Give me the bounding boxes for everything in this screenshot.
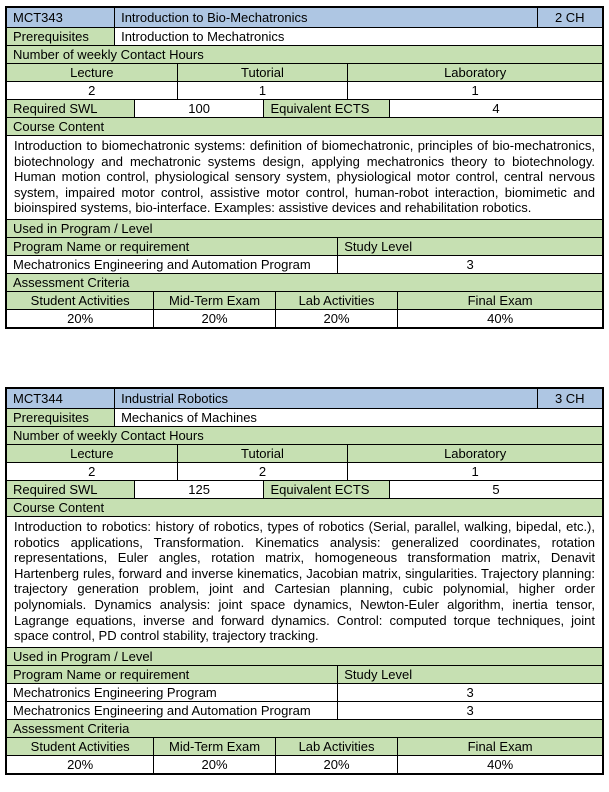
course-table-mct343 [5, 6, 604, 329]
assessment-header-final-exam: Final Exam [397, 738, 602, 755]
equivalent-ects-label: Equivalent ECTS [263, 100, 389, 117]
assessment-value-student-activities: 20% [67, 756, 94, 772]
study-level-header: Study Level [337, 666, 602, 683]
prerequisites-value: Introduction to Mechatronics [114, 28, 602, 45]
laboratory-hours: 1 [347, 82, 602, 99]
lecture-header: Lecture [7, 445, 177, 462]
assessment-value-student-activities: 20% [67, 310, 94, 326]
required-swl-label: Required SWL [7, 100, 134, 117]
program-name-header: Program Name or requirement [7, 666, 337, 683]
assessment-values-row [7, 309, 602, 327]
program-name: Mechatronics Engineering and Automation Program [13, 702, 311, 718]
study-level-value: 3 [337, 684, 602, 701]
required-swl-value: 125 [134, 481, 264, 498]
course-content-text: Introduction to robotics: history of robotics, types of robotics (Serial, parallel, walking, bipedal, etc.), robotics applications, Transformation. Kinematics analysis: generalized coordinates, rotation representations, Euler angles, rotation matrix, homogeneous transformation matrix, Denavit Hartenberg rules, forward and inverse kinematics, Jacobian matrix, singularities. Trajectory planning: trajectory generation problem, joint and Cartesian planning, cubic polynomial, higher order polynomials. Dynamics analysis: joint space dynamics, Newton-Euler algorithm, inertia tensor, Lagrange equations, inverse and forward dynamics. Control: computed torque techniques, joint space control, PD control stability, trajectory tracking. [14, 519, 595, 644]
used-in-program-label: Used in Program / Level [7, 648, 602, 665]
contact-hours-values-row [7, 462, 602, 480]
equivalent-ects-value: 4 [389, 100, 602, 117]
contact-hours-section-label: Number of weekly Contact Hours [7, 427, 602, 444]
tutorial-header: Tutorial [177, 64, 348, 81]
study-level-value: 3 [337, 256, 602, 273]
program-header-row [7, 237, 602, 255]
assessment-header-midterm-exam: Mid-Term Exam [153, 292, 274, 309]
assessment-header-row [7, 737, 602, 755]
course-content-section-label: Course Content [7, 499, 602, 516]
contact-hours-header-row [7, 444, 602, 462]
assessment-header-midterm-exam: Mid-Term Exam [153, 738, 274, 755]
contact-hours-section-label: Number of weekly Contact Hours [7, 46, 602, 63]
assessment-value-midterm-exam: 20% [153, 756, 274, 773]
program-row [7, 683, 602, 701]
prerequisites-value: Mechanics of Machines [114, 409, 602, 426]
assessment-values-row [7, 755, 602, 773]
assessment-value-final-exam: 40% [397, 756, 602, 773]
lecture-header: Lecture [7, 64, 177, 81]
required-swl-label: Required SWL [7, 481, 134, 498]
program-row [7, 701, 602, 719]
swl-ects-row [7, 99, 602, 117]
tutorial-hours: 1 [177, 82, 348, 99]
assessment-header-lab-activities: Lab Activities [275, 292, 398, 309]
used-in-program-section-row [7, 647, 602, 665]
contact-hours-section-row [7, 426, 602, 444]
assessment-header-student-activities: Student Activities [7, 738, 153, 755]
tutorial-hours: 2 [177, 463, 348, 480]
prerequisites-row [7, 408, 602, 426]
contact-hours-section-row [7, 45, 602, 63]
swl-ects-row [7, 480, 602, 498]
prerequisites-label: Prerequisites [7, 409, 114, 426]
course-title: Industrial Robotics [114, 389, 536, 408]
course-content-section-label: Course Content [7, 118, 602, 135]
tutorial-header: Tutorial [177, 445, 348, 462]
contact-hours-header-row [7, 63, 602, 81]
course-content-row [7, 516, 602, 647]
assessment-header-lab-activities: Lab Activities [275, 738, 398, 755]
assessment-value-lab-activities: 20% [275, 756, 398, 773]
assessment-header-student-activities: Student Activities [7, 292, 153, 309]
prerequisites-row [7, 27, 602, 45]
course-table-mct344 [5, 387, 604, 775]
assessment-header-row [7, 291, 602, 309]
assessment-section-label: Assessment Criteria [7, 274, 602, 291]
course-content-row [7, 135, 602, 219]
program-name: Mechatronics Engineering Program [13, 684, 217, 700]
equivalent-ects-value: 5 [389, 481, 602, 498]
lecture-hours: 2 [88, 464, 96, 479]
used-in-program-section-row [7, 219, 602, 237]
assessment-section-label: Assessment Criteria [7, 720, 602, 737]
course-title: Introduction to Bio-Mechatronics [114, 8, 536, 27]
contact-hours-values-row [7, 81, 602, 99]
laboratory-header: Laboratory [347, 64, 602, 81]
course-header-row [7, 8, 602, 27]
assessment-section-row [7, 273, 602, 291]
required-swl-value: 100 [134, 100, 264, 117]
program-header-row [7, 665, 602, 683]
course-content-section-row [7, 117, 602, 135]
course-code: MCT343 [7, 8, 114, 27]
lecture-hours: 2 [88, 83, 96, 98]
assessment-value-midterm-exam: 20% [153, 310, 274, 327]
course-content-text: Introduction to biomechatronic systems: definition of biomechatronic, principles of bio-mechatronics, biotechnology and mechatronic systems design, applying mechatronics theory to biotechnology. Human motion control, physiological sensory system, physiological motor control, central nervous system, impaired motor control, assistive motor control, human-robot interaction, biomimetic and bioinspired systems, bio-interface. Examples: assistive devices and rehabilitation robotics. [14, 138, 595, 216]
assessment-header-final-exam: Final Exam [397, 292, 602, 309]
assessment-value-final-exam: 40% [397, 310, 602, 327]
program-row [7, 255, 602, 273]
credit-hours: 2 CH [537, 8, 602, 27]
program-name: Mechatronics Engineering and Automation Program [13, 256, 311, 272]
credit-hours: 3 CH [537, 389, 602, 408]
study-level-value: 3 [337, 702, 602, 719]
course-code: MCT344 [7, 389, 114, 408]
laboratory-hours: 1 [347, 463, 602, 480]
course-content-section-row [7, 498, 602, 516]
used-in-program-label: Used in Program / Level [7, 220, 602, 237]
assessment-value-lab-activities: 20% [275, 310, 398, 327]
program-name-header: Program Name or requirement [7, 238, 337, 255]
equivalent-ects-label: Equivalent ECTS [263, 481, 389, 498]
assessment-section-row [7, 719, 602, 737]
prerequisites-label: Prerequisites [7, 28, 114, 45]
study-level-header: Study Level [337, 238, 602, 255]
laboratory-header: Laboratory [347, 445, 602, 462]
course-header-row [7, 389, 602, 408]
